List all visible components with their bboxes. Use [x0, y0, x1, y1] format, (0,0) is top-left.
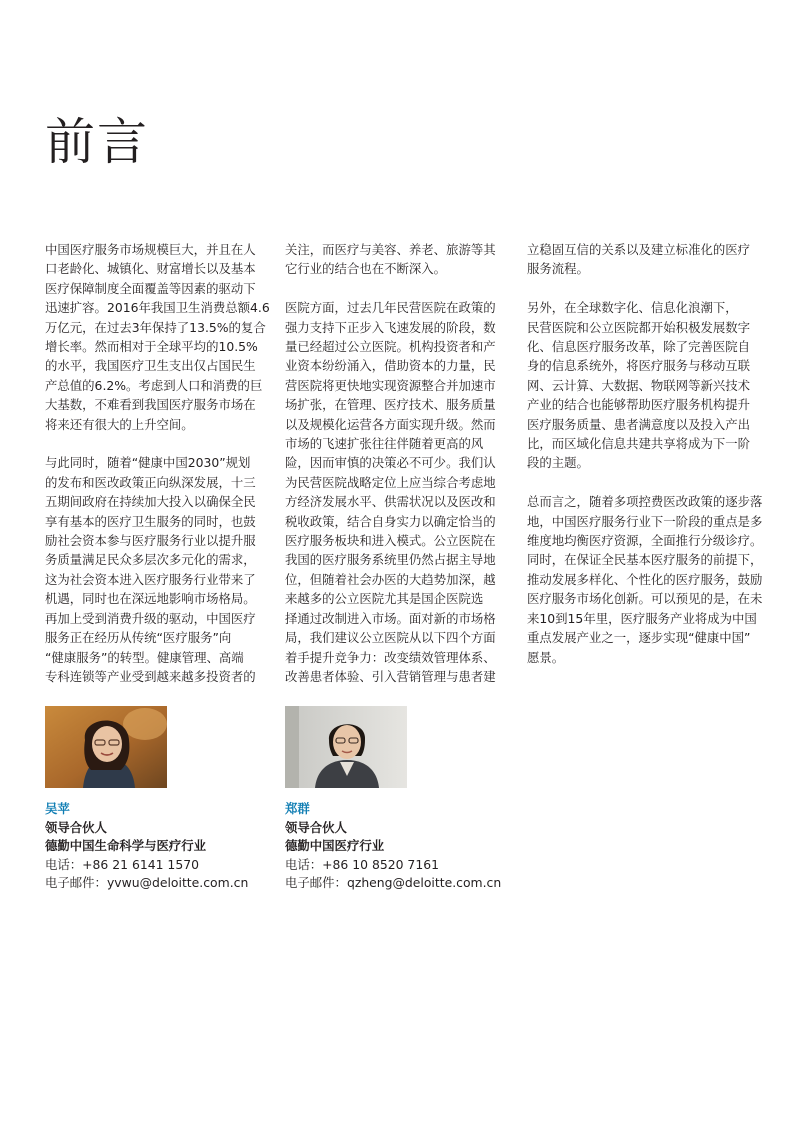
text-line: 推动发展多样化、个性化的医疗服务，鼓励	[527, 571, 763, 587]
text-line: 强力支持下正步入飞速发展的阶段，数	[285, 319, 496, 335]
text-line: 维度地均衡医疗资源，全面推行分级诊疗。	[527, 533, 763, 549]
text-line: 医疗服务质量、患者满意度以及投入产出	[527, 416, 751, 432]
text-line: 医疗保障制度全面覆盖等因素的驱动下	[45, 280, 256, 296]
text-line: 我国的医疗服务系统里仍然占据主导地	[285, 552, 496, 568]
text-line: 身的信息系统外，将医疗服务与移动互联	[527, 358, 751, 374]
text-column-1	[45, 240, 269, 706]
text-line: 医疗服务板块和进入模式。公立医院在	[285, 533, 496, 549]
text-line: 立稳固互信的关系以及建立标准化的医疗	[527, 242, 751, 257]
text-line: 医疗服务市场化创新。可以预见的是，在未	[527, 591, 763, 607]
portrait-image	[285, 706, 407, 788]
paragraph	[45, 453, 269, 686]
text-line: 专科连锁等产业受到越来越多投资者的	[45, 668, 256, 684]
text-line: 来10到15年里，医疗服务产业将成为中国	[527, 610, 757, 626]
text-line: 关注，而医疗与美容、养老、旅游等其	[285, 242, 496, 257]
contact-phone: 电话：+86 21 6141 1570	[45, 856, 199, 872]
text-line: 另外，在全球数字化、信息化浪潮下，	[527, 300, 738, 316]
text-line: 享有基本的医疗卫生服务的同时，也鼓	[45, 513, 256, 529]
contact-email[interactable]: 电子邮件：qzheng@deloitte.com.cn	[285, 875, 502, 890]
contact-name: 郑群	[285, 801, 310, 816]
text-line: 与此同时，随着“健康中国2030”规划	[45, 455, 251, 471]
text-line: 改善患者体验、引入营销管理与患者建	[285, 668, 496, 684]
contact-name: 吴苹	[45, 801, 70, 816]
contact-card	[45, 800, 248, 893]
text-line: 大基数，不难看到我国医疗服务市场在	[45, 397, 256, 413]
text-column-3	[527, 240, 763, 686]
text-line: 来越多的公立医院尤其是国企医院选	[285, 591, 484, 607]
text-line: 局，我们建议公立医院从以下四个方面	[285, 630, 496, 646]
contact-card	[285, 800, 501, 893]
contact-department: 德勤中国医疗行业	[285, 838, 385, 853]
text-line: 服务流程。	[527, 261, 589, 277]
paragraph	[285, 240, 509, 279]
text-line: 民营医院和公立医院都开始积极发展数字	[527, 319, 751, 335]
portrait-photo	[285, 706, 407, 788]
paragraph	[527, 492, 763, 667]
text-line: 方经济发展水平、供需状况以及医改和	[285, 494, 496, 510]
text-line: 择通过改制进入市场。面对新的市场格	[285, 610, 496, 626]
text-line: 务质量满足民众多层次多元化的需求，	[45, 552, 256, 568]
text-line: 增长率。然而相对于全球平均的10.5%	[45, 339, 258, 355]
text-line: 网、云计算、大数据、物联网等新兴技术	[527, 377, 751, 393]
text-line: 场扩张，在管理、医疗技术、服务质量	[285, 397, 496, 413]
text-line: 再加上受到消费升级的驱动，中国医疗	[45, 610, 256, 626]
text-line: 迅速扩容。2016年我国卫生消费总额4.6	[45, 300, 270, 316]
text-line: 口老龄化、城镇化、财富增长以及基本	[45, 261, 256, 277]
text-line: 化、信息医疗服务改革，除了完善医院自	[527, 339, 751, 355]
text-line: 为民营医院战略定位上应当综合考虑地	[285, 474, 496, 490]
contact-department: 德勤中国生命科学与医疗行业	[45, 838, 207, 853]
paragraph	[527, 240, 751, 279]
portrait-image	[45, 706, 167, 788]
paragraph	[285, 298, 509, 686]
text-line: 将来还有很大的上升空间。	[45, 416, 194, 432]
portrait-photo	[45, 706, 167, 788]
text-line: 机遇，同时也在深远地影响市场格局。	[45, 591, 256, 607]
text-line: 比，而区域化信息共建共享将成为下一阶	[527, 436, 751, 452]
text-line: 营医院将更快地实现资源整合并加速市	[285, 377, 496, 393]
text-line: 险，因而审慎的决策必不可少。我们认	[285, 455, 496, 471]
text-line: 总而言之，随着多项控费医改政策的逐步落	[527, 494, 763, 510]
text-line: 励社会资本参与医疗服务行业以提升服	[45, 533, 256, 549]
text-line: 业资本纷纷涌入，借助资本的力量，民	[285, 358, 496, 374]
text-line: 万亿元，在过去3年保持了13.5%的复合	[45, 319, 266, 335]
text-line: 产业的结合也能够帮助医疗服务机构提升	[527, 397, 751, 413]
text-line: 服务正在经历从传统“医疗服务”向	[45, 630, 232, 646]
text-column-2	[285, 240, 509, 706]
contact-phone: 电话：+86 10 8520 7161	[285, 856, 439, 872]
text-line: 位，但随着社会办医的大趋势加深，越	[285, 571, 496, 587]
text-line: 五期间政府在持续加大投入以确保全民	[45, 494, 256, 510]
paragraph	[45, 240, 269, 434]
text-line: 医院方面，过去几年民营医院在政策的	[285, 300, 496, 316]
text-line: 重点发展产业之一，逐步实现“健康中国”	[527, 630, 751, 646]
text-line: “健康服务”的转型。健康管理、高端	[45, 649, 244, 665]
contact-email[interactable]: 电子邮件：yvwu@deloitte.com.cn	[45, 875, 249, 890]
paragraph	[527, 298, 751, 473]
text-line: 地，中国医疗服务行业下一阶段的重点是多	[527, 513, 763, 529]
text-line: 量已经超过公立医院。机构投资者和产	[285, 339, 496, 355]
text-line: 以及规模化运营各方面实现升级。然而	[285, 416, 496, 432]
page-title: 前言	[45, 113, 149, 171]
text-line: 它行业的结合也在不断深入。	[285, 261, 447, 277]
contact-role: 领导合伙人	[285, 819, 347, 835]
text-line: 中国医疗服务市场规模巨大，并且在人	[45, 242, 256, 257]
text-line: 的发布和医改政策正向纵深发展，十三	[45, 474, 256, 490]
text-line: 的水平，我国医疗卫生支出仅占国民生	[45, 358, 256, 374]
text-line: 着手提升竞争力：改变绩效管理体系、	[285, 649, 496, 665]
text-line: 同时，在保证全民基本医疗服务的前提下，	[527, 552, 763, 568]
text-line: 税收政策，结合自身实力以确定恰当的	[285, 513, 496, 529]
text-line: 愿景。	[527, 649, 565, 665]
contact-role: 领导合伙人	[45, 819, 107, 835]
text-line: 段的主题。	[527, 455, 589, 471]
text-line: 产总值的6.2%。考虑到人口和消费的巨	[45, 377, 263, 393]
text-line: 市场的飞速扩张往往伴随着更高的风	[285, 436, 484, 452]
text-line: 这为社会资本进入医疗服务行业带来了	[45, 571, 256, 587]
